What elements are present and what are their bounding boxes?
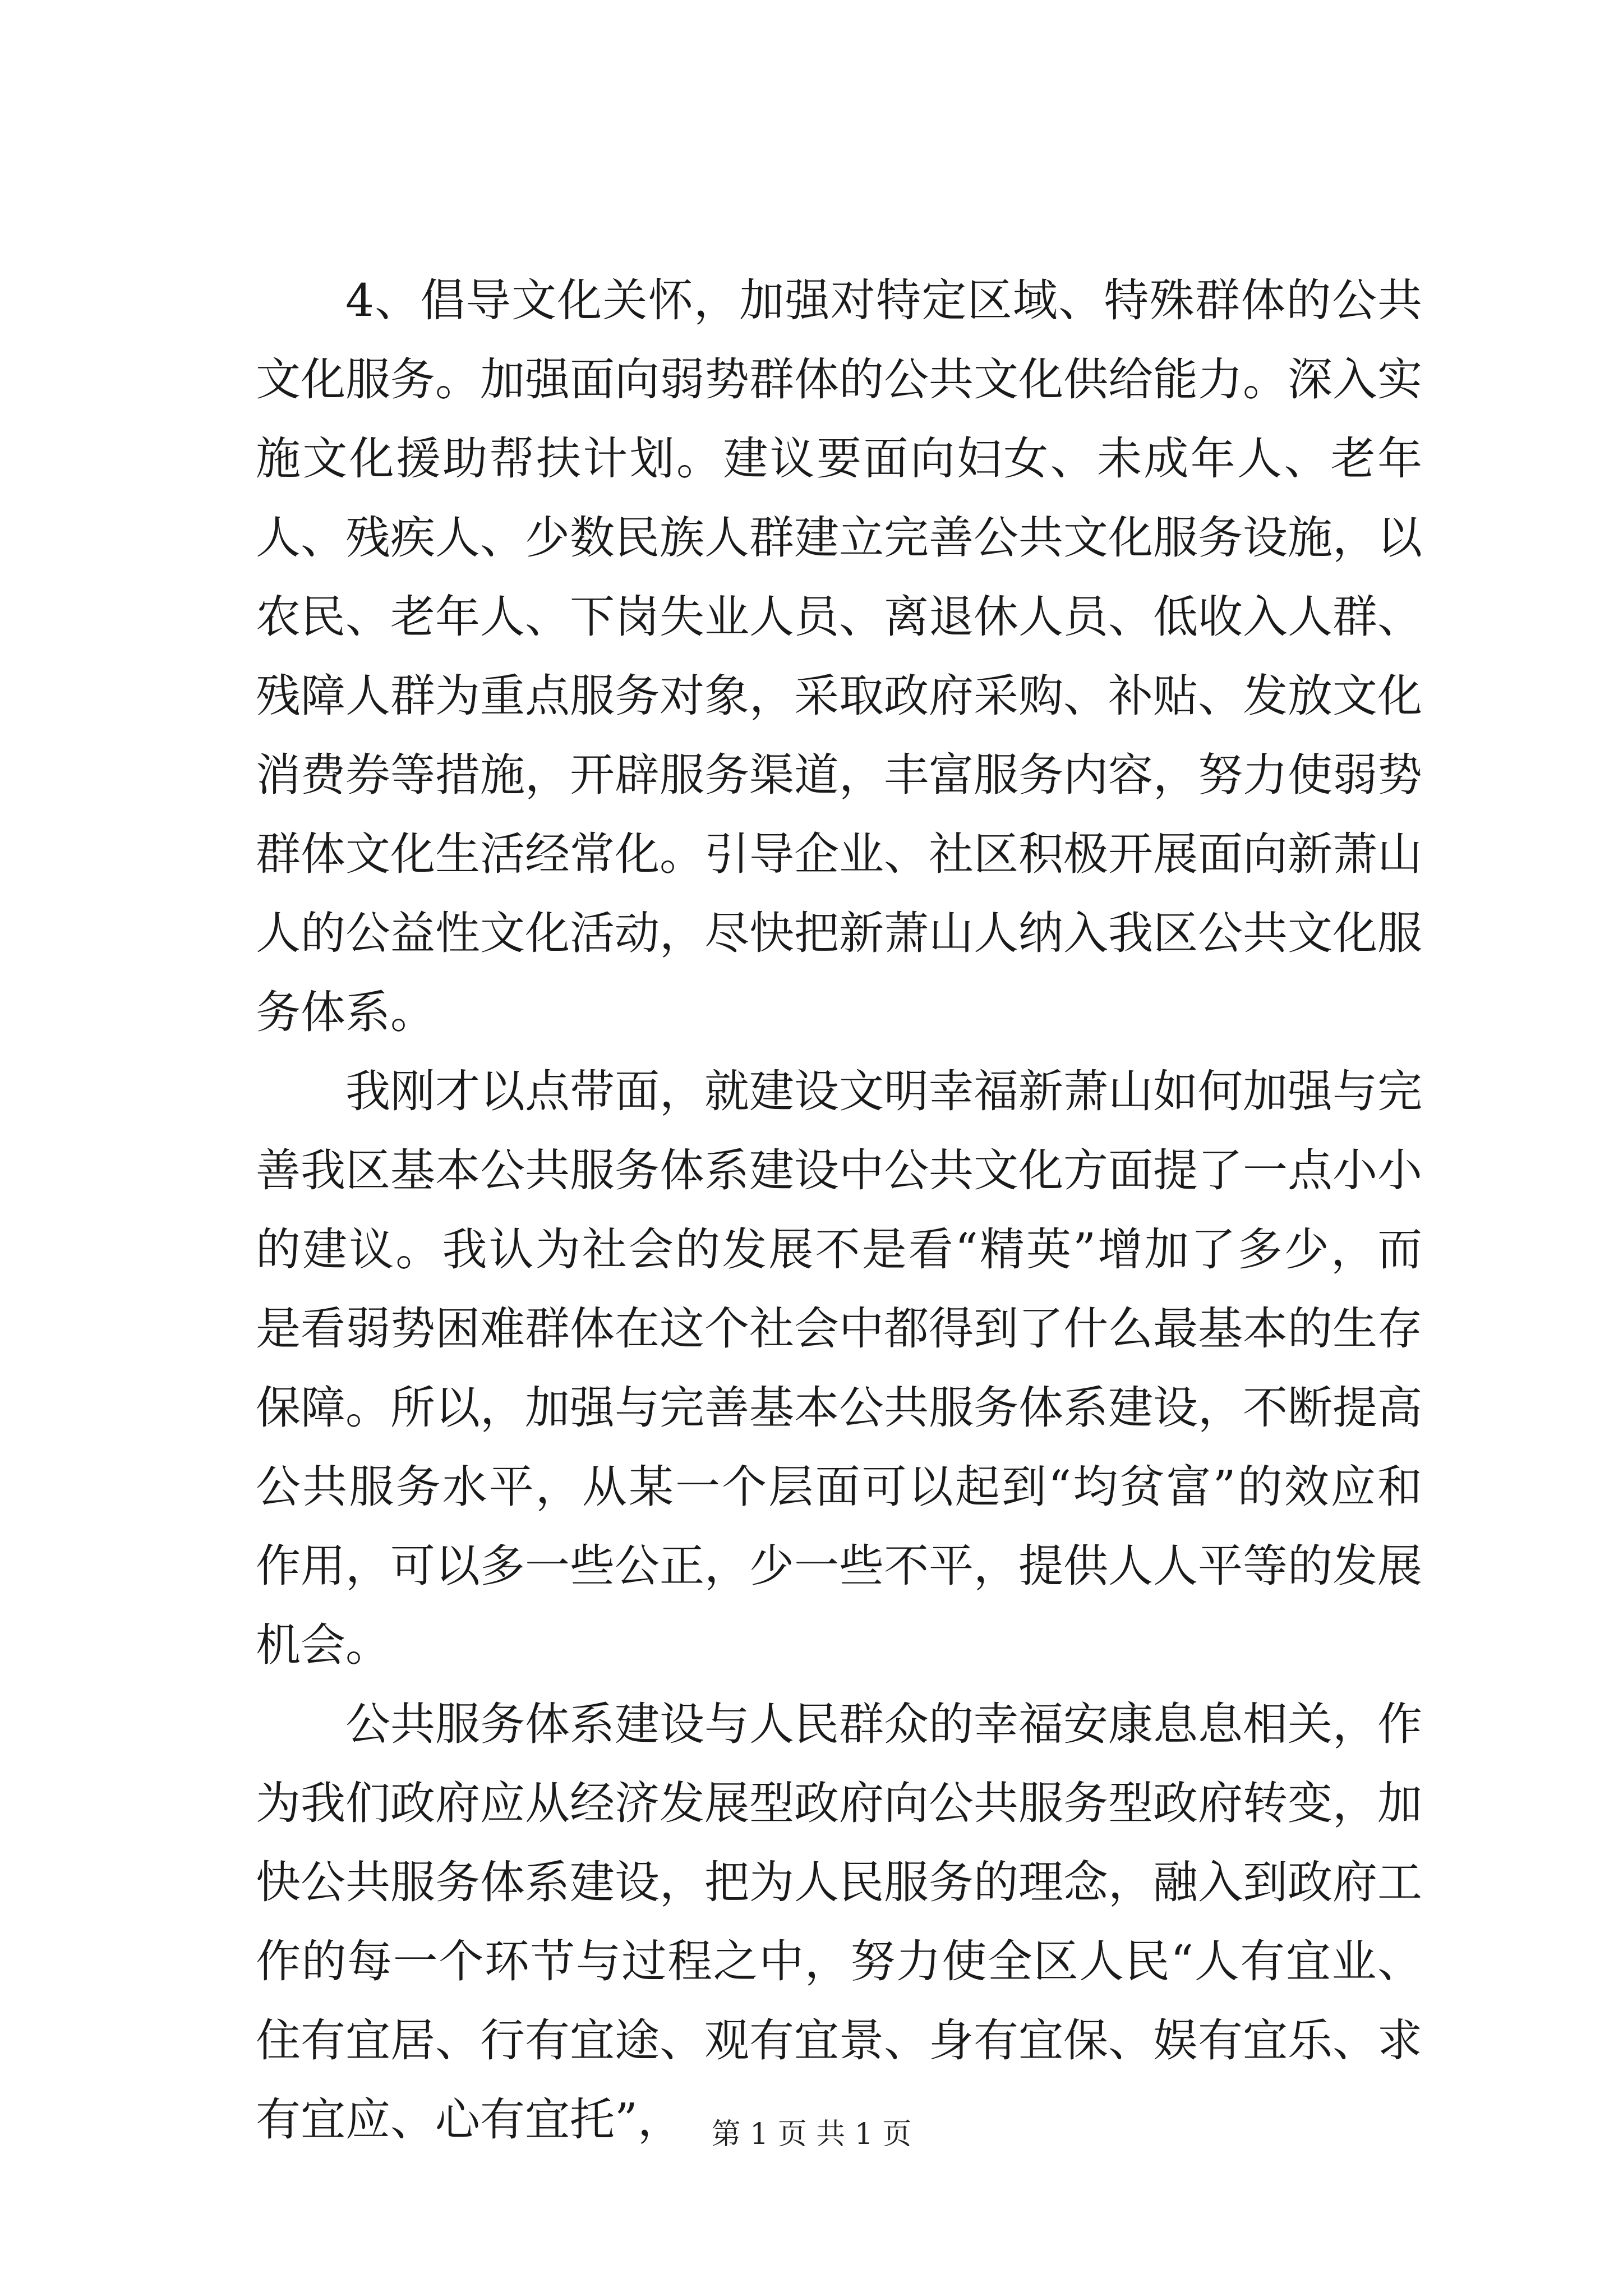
- paragraph-cultural-care: 4、倡导文化关怀，加强对特定区域、特殊群体的公共文化服务。加强面向弱势群体的公共文化供给能力。深入实施文化援助帮扶计划。建议要面向妇女、未成年人、老年人、残疾人、少数民族人群建立完善公共文化服务设施，以农民、老年人、下岗失业人员、离退休人员、低收入人群、残障人群为重点服务对象，采取政府采购、补贴、发放文化消费券等措施，开辟服务渠道，丰富服务内容，努力使弱势群体文化生活经常化。引导企业、社区积极开展面向新萧山人的公益性文化活动，尽快把新萧山人纳入我区公共文化服务体系。: [256, 274, 1422, 1038]
- page-footer: 第 1 页 共 1 页: [711, 2118, 912, 2151]
- paragraph-suggestion-summary: 我刚才以点带面，就建设文明幸福新萧山如何加强与完善我区基本公共服务体系建设中公共文化方面提了一点小小的建议。我认为社会的发展不是看“精英”增加了多少，而是看弱势困难群体在这个社会中都得到了什么最基本的生存保障。所以，加强与完善基本公共服务体系建设，不断提高公共服务水平，从某一个层面可以起到“均贫富”的效应和作用，可以多一些公正，少一些不平，提供人人平等的发展机会。: [256, 1065, 1422, 1671]
- paragraph-public-service-system: 公共服务体系建设与人民群众的幸福安康息息相关，作为我们政府应从经济发展型政府向公共服务型政府转变，加快公共服务体系建设，把为人民服务的理念，融入到政府工作的每一个环节与过程之中，努力使全区人民“人有宜业、住有宜居、行有宜途、观有宜景、身有宜保、娱有宜乐、求有宜应、心有宜托”，: [256, 1698, 1422, 2146]
- body-text: [256, 261, 1422, 2159]
